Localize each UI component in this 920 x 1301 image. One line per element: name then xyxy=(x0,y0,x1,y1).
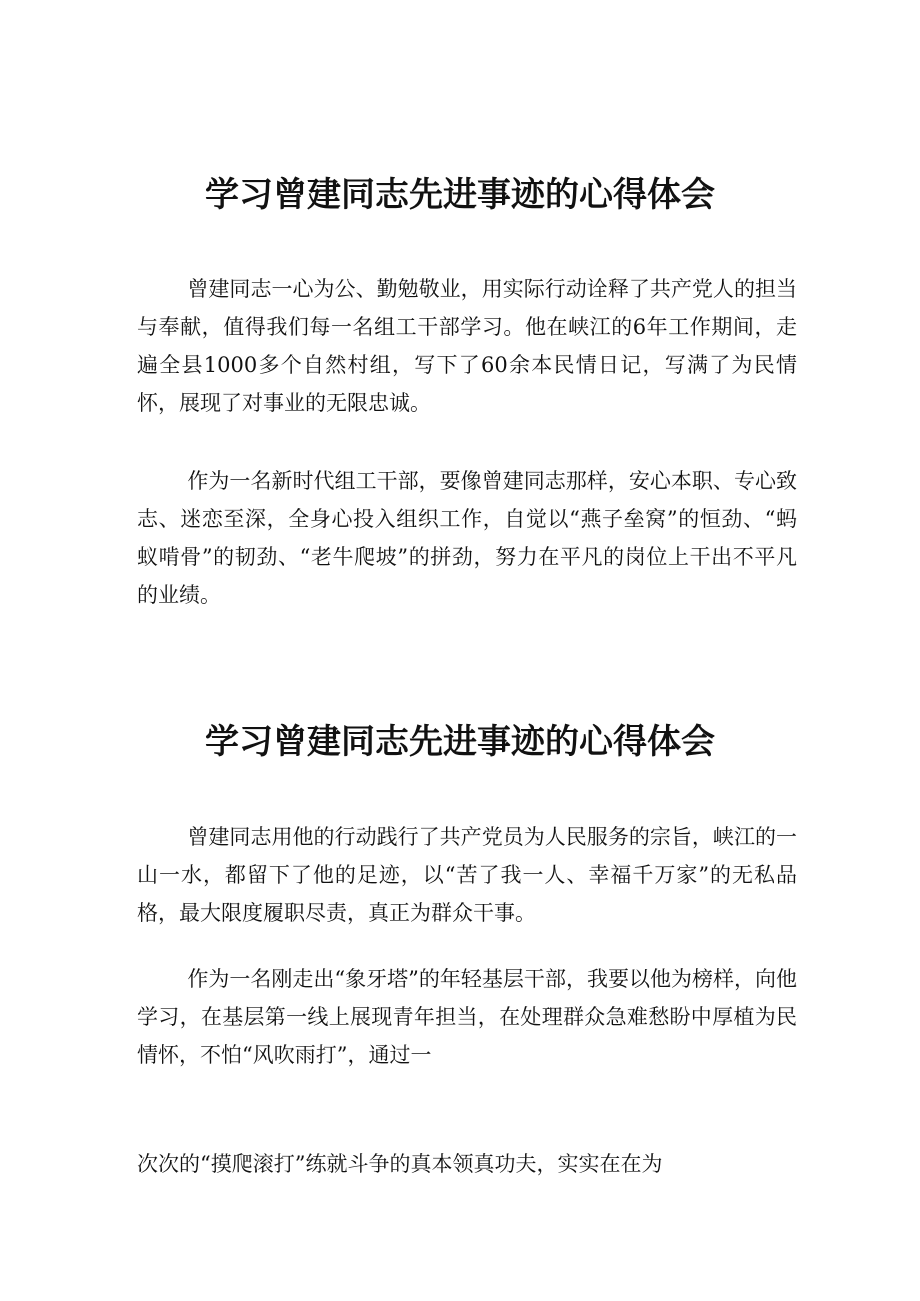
section-2-paragraph-1: 曾建同志用他的行动践行了共产党员为人民服务的宗旨，峡江的一山一水，都留下了他的足迹，以“苦了我一人、幸福千万家”的无私品格，最大限度履职尽责，真正为群众干事。 xyxy=(137,825,797,925)
section-2-paragraph-2: 作为一名刚走出“象牙塔”的年轻基层干部，我要以他为榜样，向他学习，在基层第一线上展现青年担当，在处理群众急难愁盼中厚植为民情怀，不怕“风吹雨打”，通过一 xyxy=(137,967,797,1067)
section-2-paragraph-continuation: 次次的“摸爬滚打”练就斗争的真本领真功夫，实实在在为 xyxy=(137,1152,663,1176)
section-2-title: 学习曾建同志先进事迹的心得体会 xyxy=(205,722,715,762)
section-1-title: 学习曾建同志先进事迹的心得体会 xyxy=(205,175,715,215)
section-1-paragraph-1: 曾建同志一心为公、勤勉敬业，用实际行动诠释了共产党人的担当与奉献，值得我们每一名组工干部学习。他在峡江的6年工作期间，走遍全县1000多个自然村组，写下了60余本民情日记，写满了为民情怀，展现了对事业的无限忠诚。 xyxy=(137,277,797,415)
section-1-paragraph-2: 作为一名新时代组工干部，要像曾建同志那样，安心本职、专心致志、迷恋至深，全身心投入组织工作，自觉以“燕子垒窝”的恒劲、“蚂蚁啃骨”的韧劲、“老牛爬坡”的拼劲，努力在平凡的岗位上干出不平凡的业绩。 xyxy=(137,469,797,607)
